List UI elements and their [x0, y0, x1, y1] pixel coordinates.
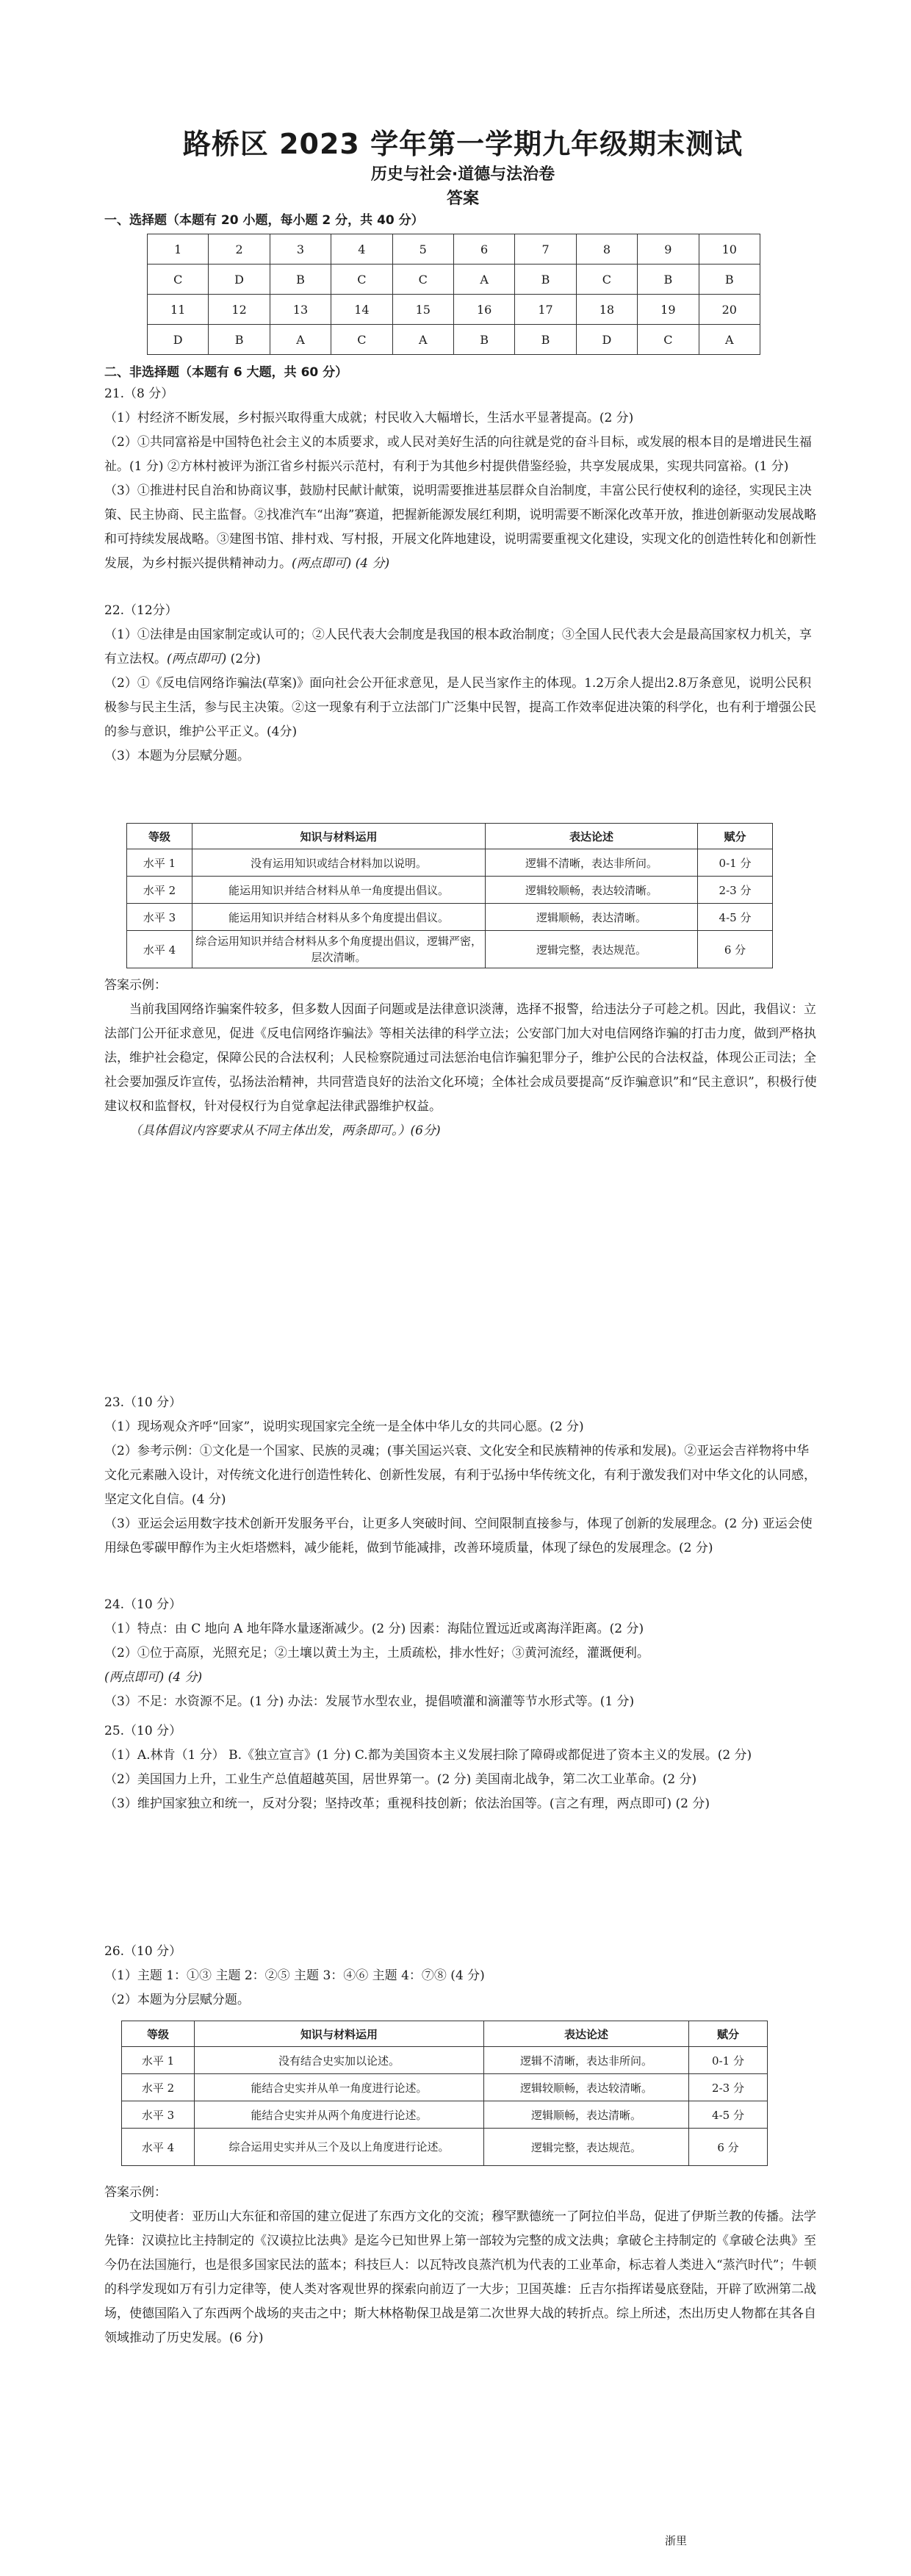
table-header: 表达论述 [486, 824, 698, 849]
score-note: (两点即可) (4 分) [292, 556, 390, 571]
table-cell: B [638, 265, 699, 295]
table-cell: 6 分 [698, 931, 773, 968]
answer-line: （1）特点：由 C 地向 A 地年降水量逐渐减少。(2 分) 因素：海陆位置远近或离海洋距离。(2 分) [104, 1622, 644, 1636]
table-cell: C [576, 265, 637, 295]
table-cell: 水平 3 [122, 2101, 195, 2129]
table-cell: B [699, 265, 760, 295]
answer-line: （3）不足：水资源不足。(1 分) 办法：发展节水型农业，提倡喷灌和滴灌等节水形式等。(1 分) [104, 1694, 635, 1709]
table-cell: 9 [638, 234, 699, 265]
table-header: 等级 [122, 2021, 195, 2047]
choice-answer-table [147, 234, 760, 355]
rubric-table-26 [121, 2021, 768, 2166]
page-title: 路桥区 2023 学年第一学期九年级期末测试 [182, 128, 743, 160]
table-cell: 没有运用知识或结合材料加以说明。 [192, 849, 486, 877]
answer-line: （3）亚运会运用数字技术创新开发服务平台，让更多人突破时间、空间限制直接参与，体现了创新的发展理念。(2 分) 亚运会使用绿色零碳甲醇作为主火炬塔燃料，减少能耗，做到节能减排，改善环境质量，体现了绿色的发展理念。(2 分) [104, 1517, 813, 1555]
table-cell: C [638, 325, 699, 355]
answer-line [104, 479, 821, 576]
table-header: 赋分 [689, 2021, 768, 2047]
rubric-table-22 [126, 823, 773, 968]
answer-line: （2）①位于高原，光照充足；②土壤以黄土为主，土质疏松，排水性好；③黄河流经，灌溉便利。 [104, 1646, 649, 1661]
table-cell: B [270, 265, 331, 295]
table-cell: B [515, 325, 576, 355]
table-header-row [127, 824, 773, 849]
table-cell: 2-3 分 [689, 2074, 768, 2101]
table-cell: C [331, 265, 392, 295]
table-cell: 水平 1 [122, 2047, 195, 2074]
table-cell: C [148, 265, 209, 295]
table-cell: 13 [270, 295, 331, 325]
table-cell: A [392, 325, 453, 355]
question-23 [104, 1391, 821, 1561]
question-24 [104, 1593, 821, 1714]
answer-text: （3）①推进村民自治和协商议事，鼓励村民献计献策，说明需要推进基层群众自治制度，丰富公民行使权利的途径，实现民主决策、民主协商、民主监督。②找准汽车“出海”赛道，把握新能源发展红利期，说明需要不断深化改革开放，推进创新驱动发展战略和可持续发展战略。③建图书馆、排村戏、写村报，开展文化阵地建设，说明需要重视文化建设，实现文化的创造性转化和创新性发展，为乡村振兴提供精神动力。 [104, 483, 817, 571]
answer-line: （3）维护国家独立和统一，反对分裂；坚持改革；重视科技创新；依法治国等。(言之有理，两点即可) (2 分) [104, 1796, 710, 1811]
table-cell: 6 分 [689, 2129, 768, 2166]
table-row [127, 931, 773, 968]
table-cell: 3 [270, 234, 331, 265]
table-cell: 0-1 分 [698, 849, 773, 877]
table-cell: A [699, 325, 760, 355]
table-cell: D [576, 325, 637, 355]
table-cell: 能运用知识并结合材料从单一角度提出倡议。 [192, 877, 486, 904]
answer-line: （3）本题为分层赋分题。 [104, 749, 250, 763]
example-label: 答案示例： [104, 2185, 167, 2200]
table-header: 等级 [127, 824, 192, 849]
question-26 [104, 1940, 821, 2012]
question-head: 24.（10 分） [104, 1597, 182, 1612]
table-row [127, 849, 773, 877]
table-cell: 18 [576, 295, 637, 325]
table-cell: D [209, 265, 270, 295]
example-label: 答案示例： [104, 978, 167, 993]
table-cell: 能结合史实并从两个角度进行论述。 [195, 2101, 484, 2129]
score-note: (2分) [226, 652, 261, 666]
table-cell: 12 [209, 295, 270, 325]
table-cell: 17 [515, 295, 576, 325]
answer-line: （2）美国国力上升，工业生产总值超越英国，居世界第一。(2 分) 美国南北战争，第二次工业革命。(2 分) [104, 1772, 697, 1787]
answer-line: （2）本题为分层赋分题。 [104, 1993, 250, 2007]
answer-line: （2）参考示例：①文化是一个国家、民族的灵魂；(事关国运兴衰、文化安全和民族精神的传承和发展)。②亚运会吉祥物将中华文化元素融入设计，对传统文化进行创造性转化、创新性发展，有利于弘扬中华传统文化，有利于激发我们对中华文化的认同感，坚定文化自信。(4 分) [104, 1444, 816, 1507]
table-cell: 0-1 分 [689, 2047, 768, 2074]
table-cell: 6 [453, 234, 514, 265]
table-row [148, 325, 760, 355]
table-header: 知识与材料运用 [195, 2021, 484, 2047]
question-21 [104, 382, 821, 576]
table-cell: 7 [515, 234, 576, 265]
example-note: （具体倡议内容要求从不同主体出发，两条即可。）(6分) [129, 1123, 441, 1138]
question-head: 22.（12分） [104, 603, 178, 618]
answer-label: 答案 [446, 190, 479, 208]
answer-line: （2）①共同富裕是中国特色社会主义的本质要求，或人民对美好生活的向往就是党的奋斗目标，或发展的根本目的是增进民生福祉。(1 分) ②方林村被评为浙江省乡村振兴示范村，有利于为其他乡村提供借鉴经验，共享发展成果，实现共同富裕。(1 分) [104, 435, 812, 474]
footer-mark: 浙里 [665, 2534, 688, 2547]
table-cell: 14 [331, 295, 392, 325]
table-row [127, 904, 773, 931]
answer-line: （1）A.林肯（1 分） B.《独立宣言》(1 分) C.都为美国资本主义发展扫除了障碍或都促进了资本主义的发展。(2 分) [104, 1748, 752, 1763]
table-cell: 逻辑顺畅，表达清晰。 [486, 904, 698, 931]
table-cell: 综合运用史实并从三个及以上角度进行论述。 [195, 2129, 484, 2166]
score-note: (两点即可) [167, 652, 227, 666]
answer-line: （1）现场观众齐呼“回家”，说明实现国家完全统一是全体中华儿女的共同心愿。(2 分) [104, 1420, 584, 1434]
table-cell: C [392, 265, 453, 295]
table-header: 知识与材料运用 [192, 824, 486, 849]
example-text: 文明使者：亚历山大东征和帝国的建立促进了东西方文化的交流；穆罕默德统一了阿拉伯半岛，促进了伊斯兰教的传播。法学先锋：汉谟拉比主持制定的《汉谟拉比法典》是迄今已知世界上第一部较为完整的成文法典；拿破仑主持制定的《拿破仑法典》至今仍在法国施行，也是很多国家民法的蓝本；科技巨人：以瓦特改良蒸汽机为代表的工业革命，标志着人类进入“蒸汽时代”；牛顿的科学发现如万有引力定律等，使人类对客观世界的探索向前迈了一大步；卫国英雄：丘吉尔指挥诺曼底登陆，开辟了欧洲第二战场，使德国陷入了东西两个战场的夹击之中；斯大林格勒保卫战是第二次世界大战的转折点。综上所述，杰出历史人物都在其各自领域推动了历史发展。(6 分) [104, 2209, 817, 2345]
question-22 [104, 599, 821, 769]
answer-line: (两点即可) (4 分) [104, 1670, 203, 1685]
table-header: 表达论述 [484, 2021, 689, 2047]
table-row [122, 2047, 768, 2074]
table-cell: B [209, 325, 270, 355]
table-cell: B [515, 265, 576, 295]
table-cell: 2-3 分 [698, 877, 773, 904]
table-cell: 水平 4 [127, 931, 192, 968]
table-cell: D [148, 325, 209, 355]
example-22 [104, 974, 821, 1143]
table-cell: 4-5 分 [698, 904, 773, 931]
section2-title: 二、非选择题（本题有 6 大题，共 60 分） [104, 365, 348, 380]
table-cell: 19 [638, 295, 699, 325]
table-cell: 逻辑较顺畅，表达较清晰。 [484, 2074, 689, 2101]
table-cell: A [270, 325, 331, 355]
table-cell: 逻辑完整，表达规范。 [486, 931, 698, 968]
table-cell: 16 [453, 295, 514, 325]
table-row [122, 2101, 768, 2129]
table-cell: 逻辑不清晰，表达非所问。 [484, 2047, 689, 2074]
page-subtitle: 历史与社会·道德与法治卷 [370, 165, 555, 184]
question-head: 26.（10 分） [104, 1944, 182, 1959]
example-26 [104, 2181, 821, 2350]
table-cell: 综合运用知识并结合材料从多个角度提出倡议，逻辑严密，层次清晰。 [192, 931, 486, 968]
table-row [148, 265, 760, 295]
table-cell: 能运用知识并结合材料从多个角度提出倡议。 [192, 904, 486, 931]
question-head: 25.（10 分） [104, 1724, 182, 1738]
table-cell: 逻辑较顺畅，表达较清晰。 [486, 877, 698, 904]
answer-line: （2）①《反电信网络诈骗法(草案)》面向社会公开征求意见，是人民当家作主的体现。1.2万余人提出2.8万条意见，说明公民积极参与民主生活，参与民主决策。②这一现象有利于立法部门广泛集中民智，提高工作效率促进决策的科学化，也有利于增强公民的参与意识，维护公平正义。(4分) [104, 676, 816, 739]
table-cell: A [453, 265, 514, 295]
table-row [122, 2074, 768, 2101]
table-row [148, 234, 760, 265]
table-cell: 5 [392, 234, 453, 265]
table-cell: 没有结合史实加以论述。 [195, 2047, 484, 2074]
question-25 [104, 1719, 821, 1816]
table-row [127, 877, 773, 904]
table-cell: 4-5 分 [689, 2101, 768, 2129]
table-header: 赋分 [698, 824, 773, 849]
table-cell: 4 [331, 234, 392, 265]
example-text: 当前我国网络诈骗案件较多，但多数人因面子问题或是法律意识淡薄，选择不报警，给违法分子可趁之机。因此，我倡议：立法部门公开征求意见，促进《反电信网络诈骗法》等相关法律的科学立法；公安部门加大对电信网络诈骗的打击力度，做到严格执法，维护社会稳定，保障公民的合法权利；人民检察院通过司法惩治电信诈骗犯罪分子，维护公民的合法权益，体现公正司法；全社会要加强反诈宣传，弘扬法治精神，共同营造良好的法治文化环境；全体社会成员要提高“反诈骗意识”和“民主意识”，积极行使建议权和监督权，针对侵权行为自觉拿起法律武器维护权益。 [104, 1002, 817, 1114]
table-cell: 逻辑顺畅，表达清晰。 [484, 2101, 689, 2129]
table-row [148, 295, 760, 325]
table-row [122, 2129, 768, 2166]
table-cell: 水平 1 [127, 849, 192, 877]
question-head: 21.（8 分） [104, 386, 174, 401]
table-cell: B [453, 325, 514, 355]
section1-title: 一、选择题（本题有 20 小题，每小题 2 分，共 40 分） [104, 213, 424, 228]
table-cell: 20 [699, 295, 760, 325]
table-cell: 逻辑不清晰，表达非所问。 [486, 849, 698, 877]
table-cell: 能结合史实并从单一角度进行论述。 [195, 2074, 484, 2101]
table-cell: 1 [148, 234, 209, 265]
table-cell: C [331, 325, 392, 355]
table-cell: 水平 2 [127, 877, 192, 904]
table-cell: 逻辑完整，表达规范。 [484, 2129, 689, 2166]
answer-line: （1）村经济不断发展，乡村振兴取得重大成就；村民收入大幅增长，生活水平显著提高。(2 分) [104, 411, 634, 425]
table-cell: 水平 3 [127, 904, 192, 931]
answer-line [104, 623, 821, 672]
table-cell: 水平 2 [122, 2074, 195, 2101]
question-head: 23.（10 分） [104, 1395, 182, 1410]
table-header-row [122, 2021, 768, 2047]
table-cell: 11 [148, 295, 209, 325]
answer-text: （1）①法律是由国家制定或认可的；②人民代表大会制度是我国的根本政治制度；③全国人民代表大会是最高国家权力机关，享有立法权。 [104, 627, 812, 666]
table-cell: 8 [576, 234, 637, 265]
table-cell: 2 [209, 234, 270, 265]
table-cell: 10 [699, 234, 760, 265]
table-cell: 水平 4 [122, 2129, 195, 2166]
table-cell: 15 [392, 295, 453, 325]
answer-line: （1）主题 1：①③ 主题 2：②⑤ 主题 3：④⑥ 主题 4：⑦⑧ (4 分) [104, 1968, 485, 1983]
